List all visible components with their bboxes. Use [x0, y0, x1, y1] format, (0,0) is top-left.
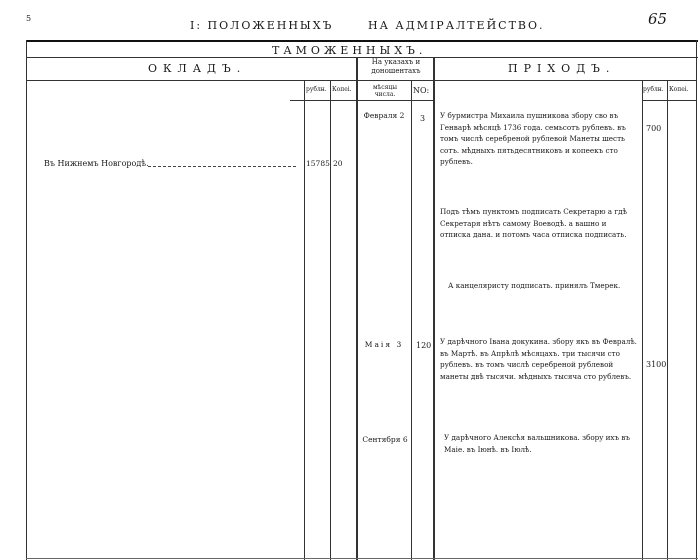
entry-number: 3 — [420, 114, 426, 123]
oklad-kopecks: 20 — [333, 159, 343, 168]
frame-top-line — [26, 40, 698, 42]
frame-bottom-line — [26, 558, 698, 559]
subheader-line-left — [290, 100, 356, 101]
frame-left-line — [26, 40, 27, 560]
subheader-line-right — [642, 100, 696, 101]
col-rubli2-line — [642, 80, 643, 560]
frame-right-line — [696, 40, 697, 560]
header-prikhod: ПРІХОДЪ. — [508, 62, 616, 75]
header-kopei2: Копеі. — [669, 86, 689, 93]
entry-date: Февраля 2 — [363, 111, 405, 120]
entry-number: 120 — [416, 341, 432, 350]
oklad-place: Въ Нижнемъ Новгородѣ. — [44, 159, 149, 168]
entry-rubles: 3100 — [646, 360, 667, 369]
col-kopei-line — [330, 80, 331, 560]
entry-text: А канцеляристу подписать. принялъ Тмерек. — [448, 281, 621, 290]
header-kopei: Копеі. — [332, 86, 352, 93]
header-row-line — [26, 80, 696, 81]
entry-date: Сентября 6 — [362, 435, 408, 444]
page-mark: 5 — [26, 14, 32, 23]
folio-number: 65 — [648, 10, 668, 28]
col-oklad-end-line — [356, 57, 358, 560]
header-rubli: рублн. — [306, 86, 327, 93]
header-oklad: ОКЛАДЪ. — [148, 62, 247, 75]
entry-rubles: 700 — [646, 124, 662, 133]
header-ukazam: На указахъ и доношентахъ — [371, 58, 421, 75]
section-title: ТАМОЖЕННЫХЪ. — [272, 44, 427, 57]
subheader-line-mid — [357, 100, 433, 101]
entry-text: У бурмистра Михаила пушникова зборy сво въ Генварѣ мѣсяцѣ 1736 года. семьсотъ рублевъ. въ томъ числѣ серебреной рублевой Манеты шесть сотъ. мѣдныхъ пятьдесятниковъ и копеекъ сто рублевъ. — [440, 111, 626, 166]
header-rubli2: рублн. — [643, 86, 664, 93]
header-no: NO: — [413, 86, 430, 95]
entry-date: Маія 3 — [364, 340, 404, 349]
header-mesyats: мѣсяцы числа. — [372, 84, 398, 98]
col-rubli-line — [304, 80, 305, 560]
col-kopei2-line — [667, 80, 668, 560]
entry-text: У дарѣчного Івана докукина. зборy якъ въ Февралѣ. въ Мартѣ. въ Апрѣлѣ мѣсяцахъ. три тысячи сто рублевъ. въ томъ числѣ серебреной рублевой манеты двѣ тысячи. мѣдныхъ тысяча сто рублевъ. — [440, 337, 637, 381]
entry-text: Подъ тѣмъ пунктомъ подписать Секретарю а гдѣ Секретаря нѣтъ самому Воеводѣ. а вашно и отписка дана. и потомъ часа отписка подписать. — [440, 207, 627, 239]
oklad-rubles: 15785 — [306, 159, 330, 168]
title-left: I: ПОЛОЖЕННЫХЪ — [190, 19, 334, 32]
col-no-end-line — [433, 57, 435, 560]
entry-text: У дарѣчного Алексѣя вальшникова. зборy ихъ въ Маіе. въ Іюнѣ. въ Іюлѣ. — [444, 433, 630, 454]
oklad-leader-dots — [148, 158, 296, 167]
title-right: НА АДМІРАЛТЕЙСТВО. — [368, 19, 545, 32]
col-date-end-line — [411, 80, 412, 560]
